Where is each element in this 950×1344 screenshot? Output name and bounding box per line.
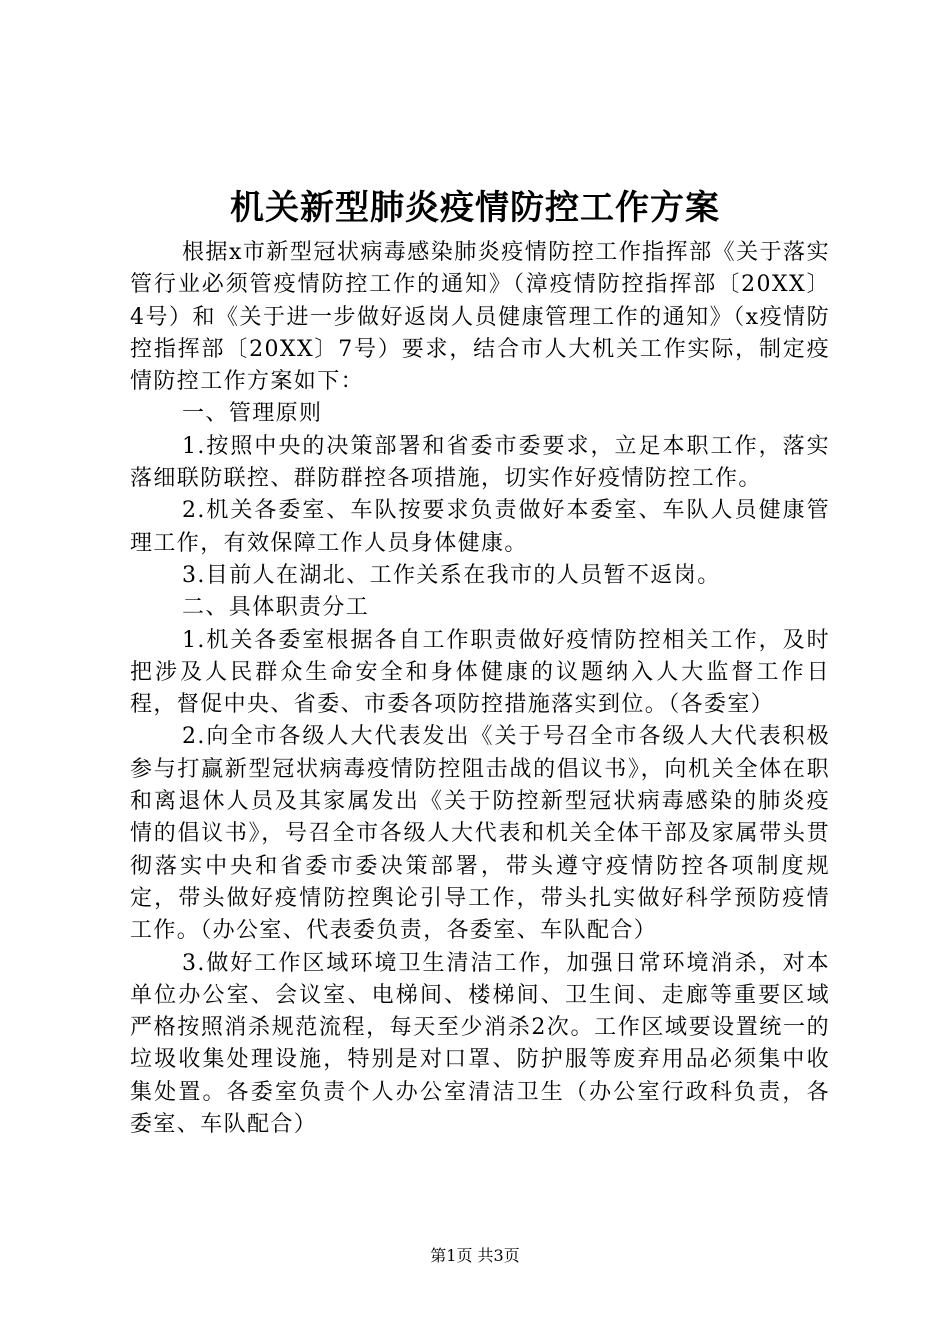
intro-paragraph: 根据x市新型冠状病毒感染肺炎疫情防控工作指挥部《关于落实管行业必须管疫情防控工作的通知》（漳疫情防控指挥部〔20XX〕4号）和《关于进一步做好返岗人员健康管理工作的通知》（x疫情防控指挥部〔20XX〕7号）要求，结合市人大机关工作实际，制定疫情防控工作方案如下： bbox=[130, 240, 830, 395]
document-body bbox=[130, 237, 830, 1141]
principle-item-3: 3.目前人在湖北、工作关系在我市的人员暂不返岗。 bbox=[182, 562, 721, 588]
principle-item-2: 2.机关各委室、车队按要求负责做好本委室、车队人员健康管理工作，有效保障工作人员身体健康。 bbox=[130, 498, 830, 556]
duty-item-1: 1.机关各委室根据各自工作职责做好疫情防控相关工作，及时把涉及人民群众生命安全和身体健康的议题纳入人大监督工作日程，督促中央、省委、市委各项防控措施落实到位。（各委室） bbox=[130, 627, 830, 718]
section-heading-principles: 一、管理原则 bbox=[182, 401, 323, 427]
document-title: 机关新型肺炎疫情防控工作方案 bbox=[230, 188, 720, 228]
duty-item-2: 2.向全市各级人大代表发出《关于号召全市各级人大代表积极参与打赢新型冠状病毒疫情防控阻击战的倡议书》，向机关全体在职和离退休人员及其家属发出《关于防控新型冠状病毒感染的肺炎疫情的倡议书》，号召全市各级人大代表和机关全体干部及家属带头贯彻落实中央和省委市委决策部署，带头遵守疫情防控各项制度规定，带头做好疫情防控舆论引导工作，带头扎实做好科学预防疫情工作。（办公室、代表委负责，各委室、车队配合） bbox=[130, 724, 830, 944]
section-heading-duties: 二、具体职责分工 bbox=[182, 595, 370, 621]
page-footer: 第1页 共3页 bbox=[430, 1246, 520, 1265]
principle-item-1: 1.按照中央的决策部署和省委市委要求，立足本职工作，落实落细联防联控、群防群控各项措施，切实作好疫情防控工作。 bbox=[130, 433, 830, 492]
duty-item-3: 3.做好工作区域环境卫生清洁工作，加强日常环境消杀，对本单位办公室、会议室、电梯间、楼梯间、卫生间、走廊等重要区域严格按照消杀规范流程，每天至少消杀2次。工作区域要设置统一的垃圾收集处理设施，特别是对口罩、防护服等废弃用品必须集中收集处置。各委室负责个人办公室清洁卫生（办公室行政科负责，各委室、车队配合） bbox=[130, 950, 830, 1138]
